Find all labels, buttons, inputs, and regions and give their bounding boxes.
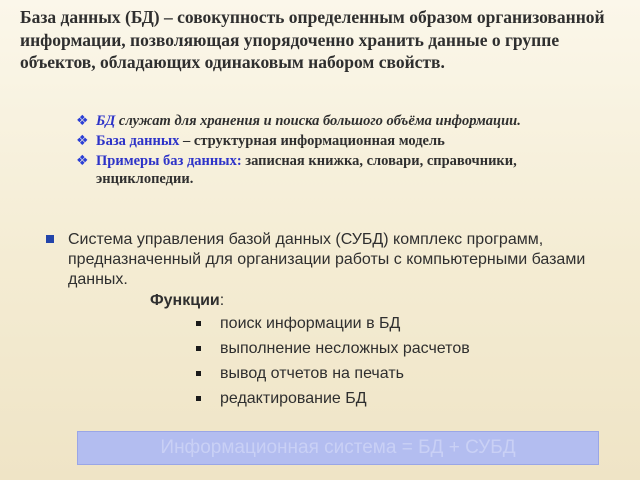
dbms-definition [44,230,640,290]
diamond-bullet-icon: ❖ [76,133,89,149]
list-item: поиск информации в БД [194,314,514,334]
functions-heading [150,292,224,310]
bullet-list [76,112,616,190]
dbms-text: Система управления базой данных (СУБД) комплекс программ, предназначенный для организации работы с компьютерными базами данных. [68,231,586,288]
functions-colon: : [219,292,225,309]
definition-paragraph: База данных (БД) – совокупность определенным образом организованной информации, позволяющая упорядоченно хранить данные о группе объектов, обладающих одинаковым набором свойств. [20,7,605,72]
diamond-bullet-icon: ❖ [76,113,89,129]
bullet-lead: Примеры баз данных: [96,153,242,169]
bullet-text: служат для хранения и поиска большого объёма информации. [115,113,521,129]
bullet-text: – структурная информационная модель [179,133,445,149]
functions-title: Функции [150,292,220,309]
square-bullet-icon [46,235,54,243]
info-system-banner [77,431,599,465]
bullet-text: записная книжка, словари, справочники, энциклопедии. [96,153,517,187]
bullet-lead: БД [96,113,116,129]
list-item [76,112,616,130]
list-item [76,132,616,150]
list-item: выполнение несложных расчетов [194,339,514,359]
list-item: вывод отчетов на печать [194,364,514,384]
list-item: редактирование БД [194,389,514,409]
functions-list [194,314,514,414]
bullet-lead: База данных [96,133,180,149]
banner-text: Информационная система = БД + СУБД [160,437,516,458]
list-item [76,152,616,188]
diamond-bullet-icon: ❖ [76,153,89,169]
